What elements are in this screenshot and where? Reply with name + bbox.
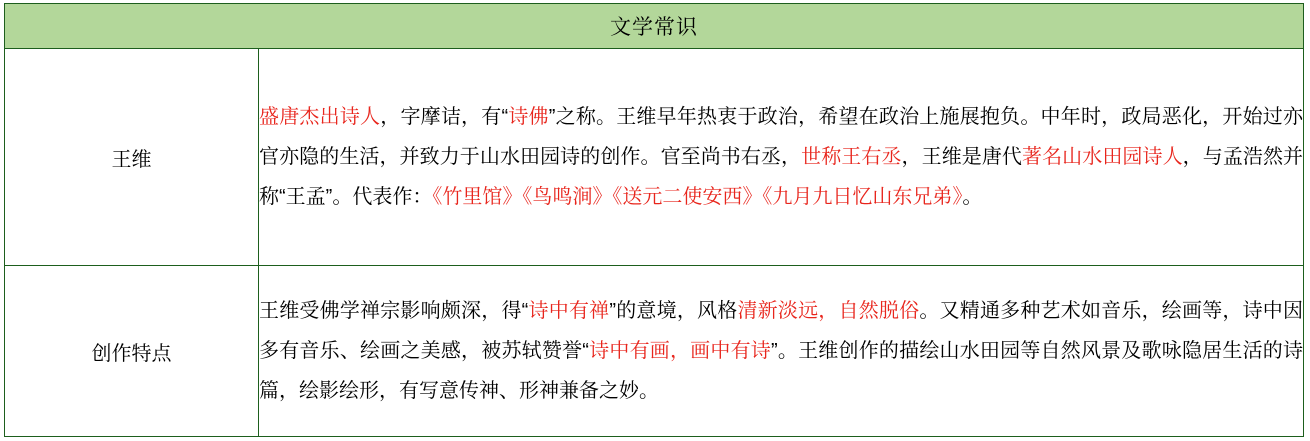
highlighted-text: 著名山水田园诗人 bbox=[1022, 146, 1183, 168]
body-text: 。又精通多种艺术如音乐，绘画等，诗中因多有音乐、绘画之美感，被苏轼赞誉“ bbox=[259, 300, 1304, 362]
table-title: 文学常识 bbox=[5, 4, 1304, 49]
body-text: ”。王维创作的描绘山水田园等自然风景及歌咏隐居生活的诗篇，绘影绘形，有写意传神、形神兼备之妙。 bbox=[259, 340, 1304, 402]
row-content-wang-wei bbox=[259, 49, 1304, 266]
body-text: 。 bbox=[962, 186, 983, 208]
body-text: ”的意境，风格 bbox=[609, 300, 738, 322]
paragraph-wang-wei bbox=[259, 97, 1303, 217]
body-text: ，王维是唐代 bbox=[901, 146, 1023, 168]
row-label-creative-features: 创作特点 bbox=[5, 266, 259, 437]
highlighted-text: 《竹里馆》《鸟鸣涧》《送元二使安西》《九月九日忆山东兄弟》 bbox=[432, 186, 963, 208]
row-content-creative-features bbox=[259, 266, 1304, 437]
highlighted-text: 世称王右丞 bbox=[801, 146, 902, 168]
highlighted-text: 清新淡远，自然脱俗 bbox=[737, 300, 920, 322]
table-row bbox=[5, 266, 1304, 437]
body-text: ”之称。王维早年热衷于政治，希望在政治上施展抱负。中年时，政局恶化，开始过亦官亦隐的生活，并致力于山水田园诗的创作。官至尚书右丞， bbox=[259, 106, 1303, 168]
highlighted-text: 诗中有画，画中有诗 bbox=[588, 340, 772, 362]
body-text: ，字摩诘，有“ bbox=[380, 106, 509, 128]
highlighted-text: 诗佛 bbox=[508, 106, 549, 128]
literary-knowledge-table bbox=[4, 3, 1304, 437]
row-label-wang-wei: 王维 bbox=[5, 49, 259, 266]
table-header-row bbox=[5, 4, 1304, 49]
body-text: ，与孟浩然并称“王孟”。代表作： bbox=[259, 146, 1304, 208]
highlighted-text: 诗中有禅 bbox=[528, 300, 610, 322]
paragraph-creative-features bbox=[259, 291, 1303, 411]
table-row bbox=[5, 49, 1304, 266]
body-text: 王维受佛学禅宗影响颇深，得“ bbox=[259, 300, 529, 322]
highlighted-text: 盛唐杰出诗人 bbox=[259, 106, 381, 128]
